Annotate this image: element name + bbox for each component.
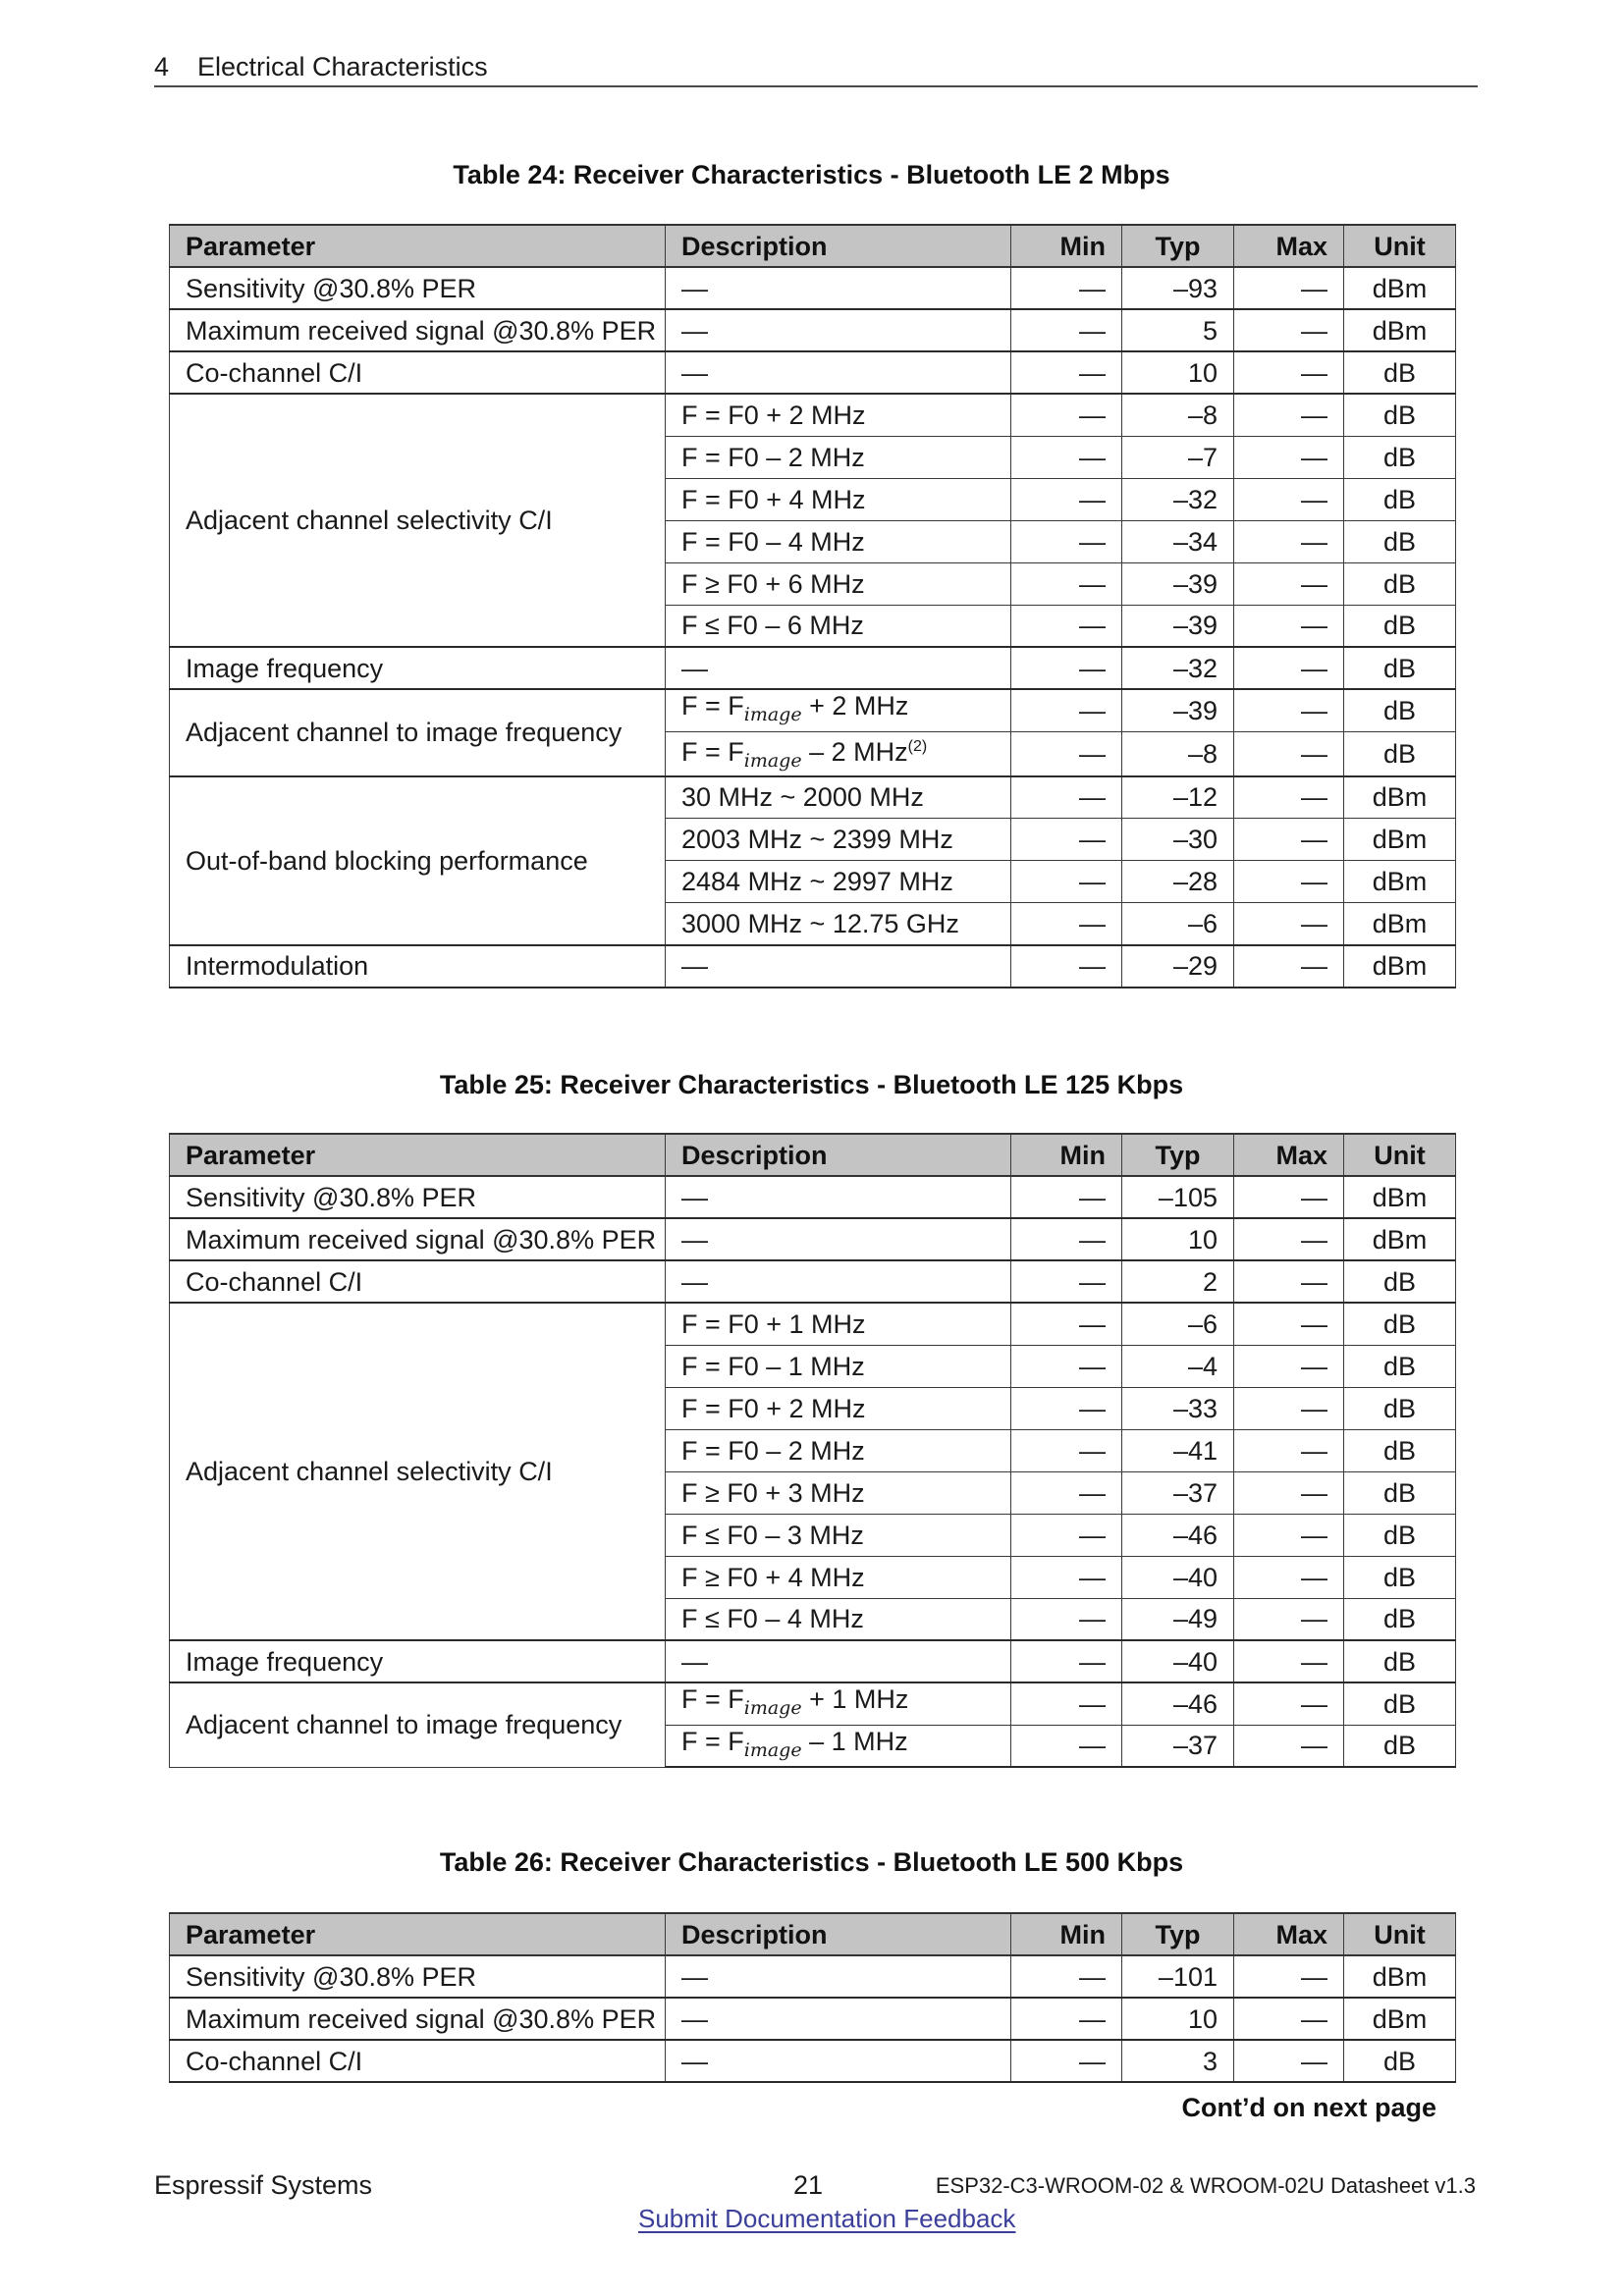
cell-description: F = F0 – 4 MHz <box>666 520 1011 562</box>
table-row <box>170 689 1456 731</box>
footer-company: Espressif Systems <box>154 2170 373 2200</box>
table-row <box>170 394 1456 436</box>
cell-description <box>666 1725 1011 1767</box>
cell-unit: dBm <box>1344 267 1456 309</box>
cell-unit: dBm <box>1344 1218 1456 1260</box>
cell-max: — <box>1234 776 1344 819</box>
footer-doc-title: ESP32-C3-WROOM-02 & WROOM-02U Datasheet v1.3 <box>935 2173 1476 2198</box>
cell-description: F = F0 + 2 MHz <box>666 394 1011 436</box>
table-row <box>170 1640 1456 1682</box>
cell-unit: dB <box>1344 562 1456 605</box>
cell-unit: dB <box>1344 1260 1456 1303</box>
table-25 <box>169 1133 1456 1768</box>
cell-parameter: Maximum received signal @30.8% PER <box>170 309 666 351</box>
table-row <box>170 1303 1456 1345</box>
cell-parameter: Sensitivity @30.8% PER <box>170 267 666 309</box>
cell-typ: 10 <box>1122 351 1234 394</box>
cell-typ: –37 <box>1122 1725 1234 1767</box>
table-header-row <box>170 1134 1456 1176</box>
cell-unit: dBm <box>1344 309 1456 351</box>
cell-typ: –93 <box>1122 267 1234 309</box>
cell-description: — <box>666 1955 1011 1998</box>
cell-description: — <box>666 1176 1011 1218</box>
cell-unit: dB <box>1344 1387 1456 1429</box>
cell-min: — <box>1011 478 1122 520</box>
cell-typ: –6 <box>1122 903 1234 945</box>
cell-min: — <box>1011 903 1122 945</box>
cell-min: — <box>1011 1429 1122 1471</box>
cell-typ: –34 <box>1122 520 1234 562</box>
desc-prefix: F = F <box>681 691 744 721</box>
desc-subscript: image <box>743 704 802 726</box>
cell-typ: 2 <box>1122 1260 1234 1303</box>
cell-min: — <box>1011 1682 1122 1725</box>
cell-unit: dB <box>1344 1514 1456 1556</box>
table-row <box>170 2040 1456 2082</box>
cell-unit: dBm <box>1344 903 1456 945</box>
cell-description <box>666 731 1011 776</box>
cell-min: — <box>1011 1598 1122 1640</box>
cell-typ: –7 <box>1122 436 1234 478</box>
desc-subscript: image <box>743 1738 802 1761</box>
cell-description: 2003 MHz ~ 2399 MHz <box>666 819 1011 861</box>
cell-description: — <box>666 351 1011 394</box>
cell-parameter: Image frequency <box>170 647 666 689</box>
cell-typ: 5 <box>1122 309 1234 351</box>
cell-typ: –41 <box>1122 1429 1234 1471</box>
desc-suffix: – 1 MHz <box>801 1726 908 1756</box>
cell-parameter: Co-channel C/I <box>170 2040 666 2082</box>
desc-suffix: – 2 MHz <box>801 736 908 767</box>
cell-typ: –49 <box>1122 1598 1234 1640</box>
cell-typ: 10 <box>1122 1218 1234 1260</box>
desc-prefix: F = F <box>681 1726 744 1756</box>
continued-note: Cont’d on next page <box>1181 2093 1436 2122</box>
cell-min: — <box>1011 819 1122 861</box>
cell-unit: dBm <box>1344 1176 1456 1218</box>
table-row <box>170 267 1456 309</box>
table-26 <box>169 1912 1456 2083</box>
table-row <box>170 647 1456 689</box>
col-typ: Typ <box>1122 1134 1234 1176</box>
cell-max: — <box>1234 1514 1344 1556</box>
cell-unit: dBm <box>1344 776 1456 819</box>
cell-description: — <box>666 1998 1011 2040</box>
cell-max: — <box>1234 1471 1344 1514</box>
cell-description: — <box>666 1640 1011 1682</box>
desc-subscript: image <box>743 1697 802 1720</box>
cell-typ: –46 <box>1122 1682 1234 1725</box>
cell-min: — <box>1011 267 1122 309</box>
cell-parameter: Co-channel C/I <box>170 351 666 394</box>
footnote-marker: (2) <box>907 737 928 755</box>
col-max: Max <box>1234 225 1344 267</box>
table-24 <box>169 224 1456 988</box>
section-number: 4 <box>154 52 170 81</box>
cell-min: — <box>1011 351 1122 394</box>
desc-suffix: + 1 MHz <box>801 1684 909 1715</box>
cell-max: — <box>1234 945 1344 988</box>
cell-unit: dB <box>1344 1556 1456 1598</box>
cell-unit: dB <box>1344 1682 1456 1725</box>
cell-parameter: Sensitivity @30.8% PER <box>170 1176 666 1218</box>
cell-typ: –40 <box>1122 1640 1234 1682</box>
cell-min: — <box>1011 1471 1122 1514</box>
col-max: Max <box>1234 1134 1344 1176</box>
cell-description: F = F0 – 1 MHz <box>666 1345 1011 1387</box>
cell-min: — <box>1011 1387 1122 1429</box>
cell-parameter: Adjacent channel to image frequency <box>170 1682 666 1767</box>
col-min: Min <box>1011 225 1122 267</box>
cell-min: — <box>1011 776 1122 819</box>
cell-max: — <box>1234 1176 1344 1218</box>
cell-min: — <box>1011 1955 1122 1998</box>
cell-unit: dB <box>1344 436 1456 478</box>
cell-description: F ≤ F0 – 6 MHz <box>666 605 1011 647</box>
cell-min: — <box>1011 1640 1122 1682</box>
cell-unit: dB <box>1344 605 1456 647</box>
cell-min: — <box>1011 1218 1122 1260</box>
cell-typ: –32 <box>1122 647 1234 689</box>
desc-prefix: F = F <box>681 1684 744 1715</box>
cell-min: — <box>1011 647 1122 689</box>
cell-description: — <box>666 945 1011 988</box>
cell-description: — <box>666 309 1011 351</box>
cell-unit: dB <box>1344 520 1456 562</box>
cell-unit: dB <box>1344 647 1456 689</box>
cell-min: — <box>1011 945 1122 988</box>
cell-description <box>666 689 1011 731</box>
cell-min: — <box>1011 689 1122 731</box>
table-header-row <box>170 1913 1456 1955</box>
cell-description: F ≥ F0 + 6 MHz <box>666 562 1011 605</box>
table-row <box>170 1682 1456 1725</box>
cell-description: F = F0 + 1 MHz <box>666 1303 1011 1345</box>
col-parameter: Parameter <box>170 225 666 267</box>
col-description: Description <box>666 1134 1011 1176</box>
cell-parameter: Image frequency <box>170 1640 666 1682</box>
table-row <box>170 1998 1456 2040</box>
cell-max: — <box>1234 1640 1344 1682</box>
col-unit: Unit <box>1344 1134 1456 1176</box>
cell-max: — <box>1234 689 1344 731</box>
cell-max: — <box>1234 1556 1344 1598</box>
header-divider <box>154 85 1478 87</box>
cell-description: F = F0 + 2 MHz <box>666 1387 1011 1429</box>
cell-description: F ≥ F0 + 4 MHz <box>666 1556 1011 1598</box>
cell-parameter: Adjacent channel to image frequency <box>170 689 666 776</box>
cell-max: — <box>1234 2040 1344 2082</box>
cell-typ: –46 <box>1122 1514 1234 1556</box>
cell-description: 2484 MHz ~ 2997 MHz <box>666 861 1011 903</box>
cell-description: 30 MHz ~ 2000 MHz <box>666 776 1011 819</box>
feedback-link[interactable]: Submit Documentation Feedback <box>638 2204 1016 2233</box>
section-title: Electrical Characteristics <box>197 52 488 81</box>
cell-description: 3000 MHz ~ 12.75 GHz <box>666 903 1011 945</box>
cell-max: — <box>1234 819 1344 861</box>
cell-unit: dBm <box>1344 819 1456 861</box>
cell-max: — <box>1234 1345 1344 1387</box>
cell-max: — <box>1234 436 1344 478</box>
cell-min: — <box>1011 1725 1122 1767</box>
cell-max: — <box>1234 1429 1344 1471</box>
cell-parameter: Sensitivity @30.8% PER <box>170 1955 666 1998</box>
cell-unit: dBm <box>1344 1998 1456 2040</box>
cell-description: — <box>666 267 1011 309</box>
cell-max: — <box>1234 351 1344 394</box>
cell-min: — <box>1011 1303 1122 1345</box>
desc-suffix: + 2 MHz <box>801 691 909 721</box>
cell-unit: dB <box>1344 731 1456 776</box>
cell-max: — <box>1234 1260 1344 1303</box>
cell-min: — <box>1011 731 1122 776</box>
table-row <box>170 776 1456 819</box>
cell-typ: –29 <box>1122 945 1234 988</box>
table-26-caption: Table 26: Receiver Characteristics - Bluetooth LE 500 Kbps <box>439 1847 1184 1877</box>
table-row <box>170 351 1456 394</box>
cell-description: F = F0 – 2 MHz <box>666 436 1011 478</box>
table-row <box>170 1955 1456 1998</box>
col-unit: Unit <box>1344 1913 1456 1955</box>
table-row <box>170 309 1456 351</box>
cell-description: F = F0 – 2 MHz <box>666 1429 1011 1471</box>
cell-description <box>666 1682 1011 1725</box>
table-row <box>170 1218 1456 1260</box>
cell-typ: –40 <box>1122 1556 1234 1598</box>
cell-parameter: Maximum received signal @30.8% PER <box>170 1998 666 2040</box>
cell-unit: dB <box>1344 351 1456 394</box>
cell-max: — <box>1234 267 1344 309</box>
cell-unit: dB <box>1344 2040 1456 2082</box>
cell-typ: –30 <box>1122 819 1234 861</box>
cell-max: — <box>1234 562 1344 605</box>
col-unit: Unit <box>1344 225 1456 267</box>
cell-max: — <box>1234 647 1344 689</box>
cell-max: — <box>1234 520 1344 562</box>
cell-min: — <box>1011 605 1122 647</box>
table-row <box>170 1176 1456 1218</box>
col-max: Max <box>1234 1913 1344 1955</box>
cell-parameter: Adjacent channel selectivity C/I <box>170 1303 666 1640</box>
cell-description: — <box>666 1260 1011 1303</box>
cell-max: — <box>1234 605 1344 647</box>
cell-max: — <box>1234 478 1344 520</box>
cell-unit: dB <box>1344 1725 1456 1767</box>
cell-typ: –37 <box>1122 1471 1234 1514</box>
table-row <box>170 1260 1456 1303</box>
cell-max: — <box>1234 731 1344 776</box>
cell-unit: dBm <box>1344 861 1456 903</box>
cell-unit: dB <box>1344 478 1456 520</box>
desc-prefix: F = F <box>681 736 744 767</box>
table-25-body <box>170 1176 1456 1767</box>
cell-unit: dBm <box>1344 945 1456 988</box>
cell-min: — <box>1011 1556 1122 1598</box>
cell-description: F ≤ F0 – 3 MHz <box>666 1514 1011 1556</box>
col-parameter: Parameter <box>170 1913 666 1955</box>
cell-typ: –8 <box>1122 394 1234 436</box>
cell-max: — <box>1234 1955 1344 1998</box>
cell-typ: –101 <box>1122 1955 1234 1998</box>
cell-typ: –32 <box>1122 478 1234 520</box>
cell-parameter: Intermodulation <box>170 945 666 988</box>
cell-unit: dB <box>1344 1471 1456 1514</box>
cell-typ: –8 <box>1122 731 1234 776</box>
cell-min: — <box>1011 1514 1122 1556</box>
cell-description: — <box>666 1218 1011 1260</box>
col-description: Description <box>666 225 1011 267</box>
col-min: Min <box>1011 1913 1122 1955</box>
section-header <box>154 51 1478 82</box>
cell-parameter: Out-of-band blocking performance <box>170 776 666 945</box>
cell-min: — <box>1011 1345 1122 1387</box>
cell-parameter: Adjacent channel selectivity C/I <box>170 394 666 647</box>
cell-typ: –33 <box>1122 1387 1234 1429</box>
cell-max: — <box>1234 1598 1344 1640</box>
cell-min: — <box>1011 394 1122 436</box>
table-26-body <box>170 1955 1456 2082</box>
cell-typ: 10 <box>1122 1998 1234 2040</box>
table-header-row <box>170 225 1456 267</box>
cell-typ: –4 <box>1122 1345 1234 1387</box>
cell-max: — <box>1234 1998 1344 2040</box>
col-typ: Typ <box>1122 1913 1234 1955</box>
cell-max: — <box>1234 1725 1344 1767</box>
cell-max: — <box>1234 861 1344 903</box>
cell-min: — <box>1011 1176 1122 1218</box>
col-min: Min <box>1011 1134 1122 1176</box>
cell-description: — <box>666 647 1011 689</box>
cell-unit: dB <box>1344 1640 1456 1682</box>
cell-typ: –39 <box>1122 689 1234 731</box>
cell-typ: –39 <box>1122 605 1234 647</box>
table-25-caption: Table 25: Receiver Characteristics - Bluetooth LE 125 Kbps <box>439 1070 1184 1099</box>
cell-unit: dB <box>1344 1429 1456 1471</box>
cell-description: F ≤ F0 – 4 MHz <box>666 1598 1011 1640</box>
cell-typ: –39 <box>1122 562 1234 605</box>
cell-max: — <box>1234 394 1344 436</box>
cell-unit: dB <box>1344 1345 1456 1387</box>
cell-typ: –6 <box>1122 1303 1234 1345</box>
col-description: Description <box>666 1913 1011 1955</box>
cell-parameter: Co-channel C/I <box>170 1260 666 1303</box>
cell-max: — <box>1234 1682 1344 1725</box>
cell-max: — <box>1234 1218 1344 1260</box>
desc-subscript: image <box>743 749 802 772</box>
cell-min: — <box>1011 309 1122 351</box>
cell-min: — <box>1011 2040 1122 2082</box>
cell-description: — <box>666 2040 1011 2082</box>
cell-max: — <box>1234 903 1344 945</box>
cell-min: — <box>1011 520 1122 562</box>
cell-description: F ≥ F0 + 3 MHz <box>666 1471 1011 1514</box>
cell-unit: dB <box>1344 689 1456 731</box>
cell-unit: dB <box>1344 1598 1456 1640</box>
table-24-caption: Table 24: Receiver Characteristics - Bluetooth LE 2 Mbps <box>453 160 1170 189</box>
cell-typ: –12 <box>1122 776 1234 819</box>
col-typ: Typ <box>1122 225 1234 267</box>
cell-unit: dBm <box>1344 1955 1456 1998</box>
footer-page-number: 21 <box>793 2170 824 2200</box>
cell-unit: dB <box>1344 1303 1456 1345</box>
cell-max: — <box>1234 309 1344 351</box>
cell-min: — <box>1011 436 1122 478</box>
cell-unit: dB <box>1344 394 1456 436</box>
cell-description: F = F0 + 4 MHz <box>666 478 1011 520</box>
cell-max: — <box>1234 1303 1344 1345</box>
table-row <box>170 945 1456 988</box>
col-parameter: Parameter <box>170 1134 666 1176</box>
cell-typ: –28 <box>1122 861 1234 903</box>
cell-min: — <box>1011 861 1122 903</box>
cell-max: — <box>1234 1387 1344 1429</box>
cell-min: — <box>1011 1260 1122 1303</box>
cell-min: — <box>1011 562 1122 605</box>
cell-typ: 3 <box>1122 2040 1234 2082</box>
table-24-body <box>170 267 1456 988</box>
cell-min: — <box>1011 1998 1122 2040</box>
cell-parameter: Maximum received signal @30.8% PER <box>170 1218 666 1260</box>
cell-typ: –105 <box>1122 1176 1234 1218</box>
